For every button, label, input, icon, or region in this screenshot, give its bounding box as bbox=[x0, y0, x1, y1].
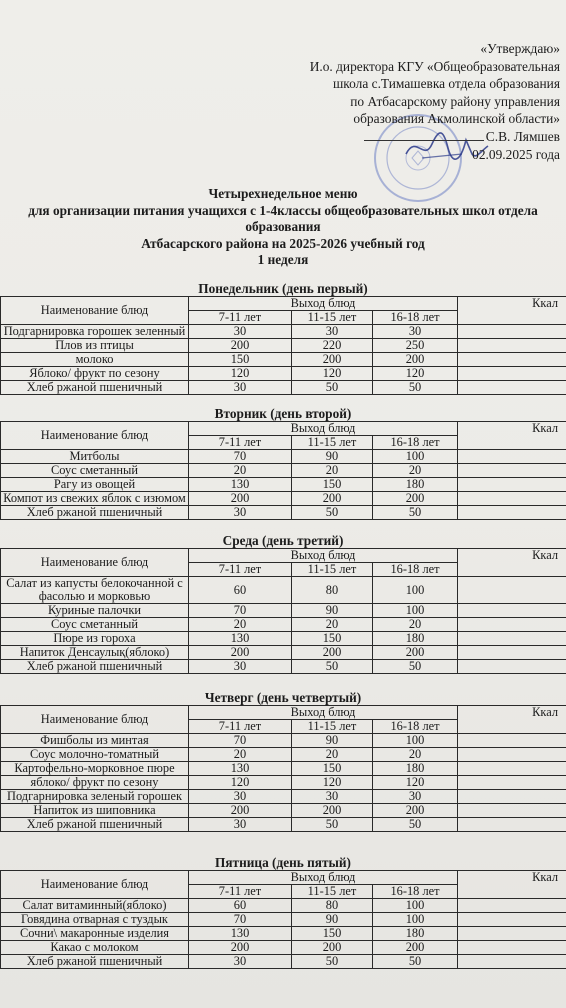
day-section bbox=[0, 281, 566, 395]
portion-value: 50 bbox=[373, 506, 458, 520]
day-section bbox=[0, 406, 566, 520]
signature-blank bbox=[364, 140, 484, 141]
portion-value: 220 bbox=[292, 339, 373, 353]
portion-value: 30 bbox=[189, 325, 292, 339]
title-line: образования bbox=[245, 219, 321, 235]
header-dish: Наименование блюд bbox=[1, 422, 189, 450]
kcal-value bbox=[458, 818, 566, 832]
portion-value: 150 bbox=[292, 927, 373, 941]
portion-value: 120 bbox=[373, 367, 458, 381]
portion-value: 120 bbox=[189, 367, 292, 381]
portion-value: 20 bbox=[373, 464, 458, 478]
header-dish: Наименование блюд bbox=[1, 706, 189, 734]
dish-name: Пюре из гороха bbox=[1, 632, 189, 646]
day-section bbox=[0, 690, 566, 832]
table-row bbox=[1, 776, 566, 790]
portion-value: 180 bbox=[373, 927, 458, 941]
portion-value: 30 bbox=[189, 790, 292, 804]
dish-name: Сочни\ макаронные изделия bbox=[1, 927, 189, 941]
portion-value: 60 bbox=[189, 577, 292, 604]
header-kcal: Ккал bbox=[458, 549, 566, 577]
table-row bbox=[1, 748, 566, 762]
menu-table bbox=[0, 296, 566, 395]
header-age-7-11: 7-11 лет bbox=[189, 720, 292, 734]
portion-value: 20 bbox=[189, 464, 292, 478]
dish-name: Хлеб ржаной пшеничный bbox=[1, 506, 189, 520]
portion-value: 200 bbox=[189, 941, 292, 955]
portion-value: 150 bbox=[189, 353, 292, 367]
portion-value: 120 bbox=[292, 776, 373, 790]
header-age-11-15: 11-15 лет bbox=[292, 311, 373, 325]
dish-name: Салат из капусты белокочанной с фасолью и морковью bbox=[1, 577, 189, 604]
kcal-value bbox=[458, 325, 566, 339]
portion-value: 20 bbox=[189, 748, 292, 762]
table-row bbox=[1, 577, 566, 604]
table-row bbox=[1, 632, 566, 646]
header-dish: Наименование блюд bbox=[1, 871, 189, 899]
portion-value: 20 bbox=[189, 618, 292, 632]
portion-value: 30 bbox=[189, 818, 292, 832]
dish-name: Соус сметанный bbox=[1, 464, 189, 478]
header-kcal: Ккал bbox=[458, 297, 566, 325]
menu-table bbox=[0, 548, 566, 674]
kcal-value bbox=[458, 790, 566, 804]
portion-value: 200 bbox=[292, 646, 373, 660]
dish-name: Соус молочно-томатный bbox=[1, 748, 189, 762]
portion-value: 80 bbox=[292, 577, 373, 604]
portion-value: 50 bbox=[373, 660, 458, 674]
portion-value: 30 bbox=[292, 325, 373, 339]
portion-value: 20 bbox=[373, 748, 458, 762]
table-row bbox=[1, 941, 566, 955]
table-row bbox=[1, 618, 566, 632]
kcal-value bbox=[458, 660, 566, 674]
portion-value: 100 bbox=[373, 604, 458, 618]
portion-value: 30 bbox=[373, 325, 458, 339]
portion-value: 90 bbox=[292, 604, 373, 618]
portion-value: 200 bbox=[189, 492, 292, 506]
table-row bbox=[1, 660, 566, 674]
table-header-row bbox=[1, 706, 566, 720]
portion-value: 50 bbox=[373, 818, 458, 832]
day-title: Среда (день третий) bbox=[222, 533, 344, 548]
header-output: Выход блюд bbox=[189, 706, 458, 720]
header-dish: Наименование блюд bbox=[1, 297, 189, 325]
table-row bbox=[1, 734, 566, 748]
dish-name: Напиток из шиповника bbox=[1, 804, 189, 818]
portion-value: 200 bbox=[373, 646, 458, 660]
day-section bbox=[0, 855, 566, 969]
portion-value: 20 bbox=[292, 618, 373, 632]
portion-value: 50 bbox=[373, 381, 458, 395]
table-row bbox=[1, 450, 566, 464]
kcal-value bbox=[458, 339, 566, 353]
portion-value: 180 bbox=[373, 478, 458, 492]
portion-value: 30 bbox=[373, 790, 458, 804]
portion-value: 200 bbox=[292, 492, 373, 506]
kcal-value bbox=[458, 899, 566, 913]
kcal-value bbox=[458, 941, 566, 955]
portion-value: 130 bbox=[189, 632, 292, 646]
table-row bbox=[1, 381, 566, 395]
dish-name: Хлеб ржаной пшеничный bbox=[1, 381, 189, 395]
dish-name: молоко bbox=[1, 353, 189, 367]
portion-value: 200 bbox=[373, 492, 458, 506]
dish-name: Фишболы из минтая bbox=[1, 734, 189, 748]
title-line: для организации питания учащихся с 1-4классы общеобразовательных школ отдела bbox=[28, 202, 538, 218]
table-row bbox=[1, 913, 566, 927]
table-row bbox=[1, 955, 566, 969]
dish-name: Хлеб ржаной пшеничный bbox=[1, 955, 189, 969]
portion-value: 90 bbox=[292, 734, 373, 748]
table-row bbox=[1, 804, 566, 818]
dish-name: Плов из птицы bbox=[1, 339, 189, 353]
portion-value: 120 bbox=[373, 776, 458, 790]
table-row bbox=[1, 367, 566, 381]
portion-value: 30 bbox=[189, 660, 292, 674]
approval-line: «Утверждаю» bbox=[480, 41, 560, 56]
kcal-value bbox=[458, 762, 566, 776]
table-row bbox=[1, 790, 566, 804]
portion-value: 130 bbox=[189, 478, 292, 492]
portion-value: 100 bbox=[373, 734, 458, 748]
kcal-value bbox=[458, 577, 566, 604]
portion-value: 200 bbox=[189, 339, 292, 353]
table-row bbox=[1, 492, 566, 506]
table-row bbox=[1, 927, 566, 941]
portion-value: 200 bbox=[189, 646, 292, 660]
portion-value: 30 bbox=[189, 506, 292, 520]
approval-line: по Атбасарскому району управления bbox=[350, 93, 560, 109]
portion-value: 100 bbox=[373, 450, 458, 464]
portion-value: 30 bbox=[292, 790, 373, 804]
header-age-16-18: 16-18 лет bbox=[373, 436, 458, 450]
approval-line: образования Акмолинской области» bbox=[353, 111, 560, 127]
header-output: Выход блюд bbox=[189, 297, 458, 311]
kcal-value bbox=[458, 604, 566, 618]
dish-name: Салат витаминный(яблоко) bbox=[1, 899, 189, 913]
portion-value: 200 bbox=[292, 353, 373, 367]
dish-name: Говядина отварная с туздык bbox=[1, 913, 189, 927]
portion-value: 130 bbox=[189, 762, 292, 776]
portion-value: 150 bbox=[292, 632, 373, 646]
portion-value: 80 bbox=[292, 899, 373, 913]
dish-name: Куриные палочки bbox=[1, 604, 189, 618]
portion-value: 250 bbox=[373, 339, 458, 353]
portion-value: 70 bbox=[189, 734, 292, 748]
table-header-row bbox=[1, 871, 566, 885]
approval-line: школа с.Тимашевка отдела образования bbox=[333, 76, 560, 92]
dish-name: Рагу из овощей bbox=[1, 478, 189, 492]
dish-name: Хлеб ржаной пшеничный bbox=[1, 660, 189, 674]
portion-value: 130 bbox=[189, 927, 292, 941]
kcal-value bbox=[458, 464, 566, 478]
header-output: Выход блюд bbox=[189, 549, 458, 563]
table-row bbox=[1, 478, 566, 492]
dish-name: Какао с молоком bbox=[1, 941, 189, 955]
kcal-value bbox=[458, 506, 566, 520]
portion-value: 200 bbox=[373, 353, 458, 367]
header-output: Выход блюд bbox=[189, 871, 458, 885]
table-header-row bbox=[1, 422, 566, 436]
dish-name: Картофельно-морковное пюре bbox=[1, 762, 189, 776]
title-line: Четырехнедельное меню bbox=[208, 186, 358, 201]
day-title: Вторник (день второй) bbox=[214, 406, 352, 421]
portion-value: 120 bbox=[189, 776, 292, 790]
dish-name: Подгарнировка горошек зеленный bbox=[1, 325, 189, 339]
menu-table bbox=[0, 421, 566, 520]
portion-value: 60 bbox=[189, 899, 292, 913]
portion-value: 180 bbox=[373, 762, 458, 776]
header-age-11-15: 11-15 лет bbox=[292, 436, 373, 450]
portion-value: 150 bbox=[292, 762, 373, 776]
day-section bbox=[0, 533, 566, 674]
header-age-16-18: 16-18 лет bbox=[373, 563, 458, 577]
portion-value: 30 bbox=[189, 381, 292, 395]
header-age-7-11: 7-11 лет bbox=[189, 311, 292, 325]
dish-name: Соус сметанный bbox=[1, 618, 189, 632]
table-row bbox=[1, 325, 566, 339]
portion-value: 200 bbox=[292, 804, 373, 818]
signer-line bbox=[260, 128, 560, 146]
header-age-7-11: 7-11 лет bbox=[189, 563, 292, 577]
kcal-value bbox=[458, 804, 566, 818]
header-age-11-15: 11-15 лет bbox=[292, 563, 373, 577]
header-age-11-15: 11-15 лет bbox=[292, 720, 373, 734]
portion-value: 70 bbox=[189, 913, 292, 927]
portion-value: 20 bbox=[292, 748, 373, 762]
menu-table bbox=[0, 705, 566, 832]
approval-date: 02.09.2025 года bbox=[472, 146, 560, 162]
header-age-11-15: 11-15 лет bbox=[292, 885, 373, 899]
table-row bbox=[1, 506, 566, 520]
kcal-value bbox=[458, 450, 566, 464]
day-title: Понедельник (день первый) bbox=[198, 281, 368, 296]
kcal-value bbox=[458, 492, 566, 506]
portion-value: 50 bbox=[292, 506, 373, 520]
portion-value: 50 bbox=[292, 660, 373, 674]
header-kcal: Ккал bbox=[458, 871, 566, 899]
table-row bbox=[1, 899, 566, 913]
kcal-value bbox=[458, 927, 566, 941]
table-header-row bbox=[1, 297, 566, 311]
table-row bbox=[1, 339, 566, 353]
portion-value: 20 bbox=[292, 464, 373, 478]
kcal-value bbox=[458, 632, 566, 646]
table-row bbox=[1, 353, 566, 367]
week-label: 1 неделя bbox=[257, 252, 309, 268]
portion-value: 50 bbox=[292, 381, 373, 395]
table-header-row bbox=[1, 549, 566, 563]
document-title bbox=[0, 186, 566, 269]
portion-value: 100 bbox=[373, 913, 458, 927]
portion-value: 100 bbox=[373, 577, 458, 604]
kcal-value bbox=[458, 478, 566, 492]
kcal-value bbox=[458, 367, 566, 381]
portion-value: 120 bbox=[292, 367, 373, 381]
portion-value: 50 bbox=[292, 955, 373, 969]
approval-line: И.о. директора КГУ «Общеобразовательная bbox=[309, 58, 560, 74]
signer-name: С.В. Лямшев bbox=[485, 128, 560, 144]
portion-value: 50 bbox=[373, 955, 458, 969]
portion-value: 200 bbox=[292, 941, 373, 955]
table-row bbox=[1, 762, 566, 776]
header-age-16-18: 16-18 лет bbox=[373, 720, 458, 734]
portion-value: 70 bbox=[189, 450, 292, 464]
header-age-7-11: 7-11 лет bbox=[189, 436, 292, 450]
dish-name: Напиток Денсаулық(яблоко) bbox=[1, 646, 189, 660]
portion-value: 30 bbox=[189, 955, 292, 969]
portion-value: 150 bbox=[292, 478, 373, 492]
portion-value: 100 bbox=[373, 899, 458, 913]
table-row bbox=[1, 604, 566, 618]
dish-name: Яблоко/ фрукт по сезону bbox=[1, 367, 189, 381]
dish-name: Компот из свежих яблок с изюмом bbox=[1, 492, 189, 506]
kcal-value bbox=[458, 776, 566, 790]
dish-name: яблоко/ фрукт по сезону bbox=[1, 776, 189, 790]
kcal-value bbox=[458, 646, 566, 660]
menu-table bbox=[0, 870, 566, 969]
header-age-16-18: 16-18 лет bbox=[373, 311, 458, 325]
dish-name: Хлеб ржаной пшеничный bbox=[1, 818, 189, 832]
kcal-value bbox=[458, 913, 566, 927]
title-line: Атбасарского района на 2025-2026 учебный год bbox=[141, 235, 425, 251]
portion-value: 50 bbox=[292, 818, 373, 832]
portion-value: 90 bbox=[292, 450, 373, 464]
dish-name: Подгарнировка зеленый горошек bbox=[1, 790, 189, 804]
portion-value: 90 bbox=[292, 913, 373, 927]
kcal-value bbox=[458, 381, 566, 395]
portion-value: 20 bbox=[373, 618, 458, 632]
header-kcal: Ккал bbox=[458, 422, 566, 450]
kcal-value bbox=[458, 748, 566, 762]
kcal-value bbox=[458, 955, 566, 969]
kcal-value bbox=[458, 734, 566, 748]
header-kcal: Ккал bbox=[458, 706, 566, 734]
day-title: Четверг (день четвертый) bbox=[204, 690, 362, 705]
header-dish: Наименование блюд bbox=[1, 549, 189, 577]
table-row bbox=[1, 818, 566, 832]
portion-value: 200 bbox=[189, 804, 292, 818]
portion-value: 200 bbox=[373, 941, 458, 955]
dish-name: Митболы bbox=[1, 450, 189, 464]
header-age-16-18: 16-18 лет bbox=[373, 885, 458, 899]
portion-value: 70 bbox=[189, 604, 292, 618]
kcal-value bbox=[458, 618, 566, 632]
header-output: Выход блюд bbox=[189, 422, 458, 436]
header-age-7-11: 7-11 лет bbox=[189, 885, 292, 899]
table-row bbox=[1, 646, 566, 660]
kcal-value bbox=[458, 353, 566, 367]
portion-value: 200 bbox=[373, 804, 458, 818]
approval-block bbox=[260, 40, 560, 163]
table-row bbox=[1, 464, 566, 478]
portion-value: 180 bbox=[373, 632, 458, 646]
day-title: Пятница (день пятый) bbox=[215, 855, 351, 870]
